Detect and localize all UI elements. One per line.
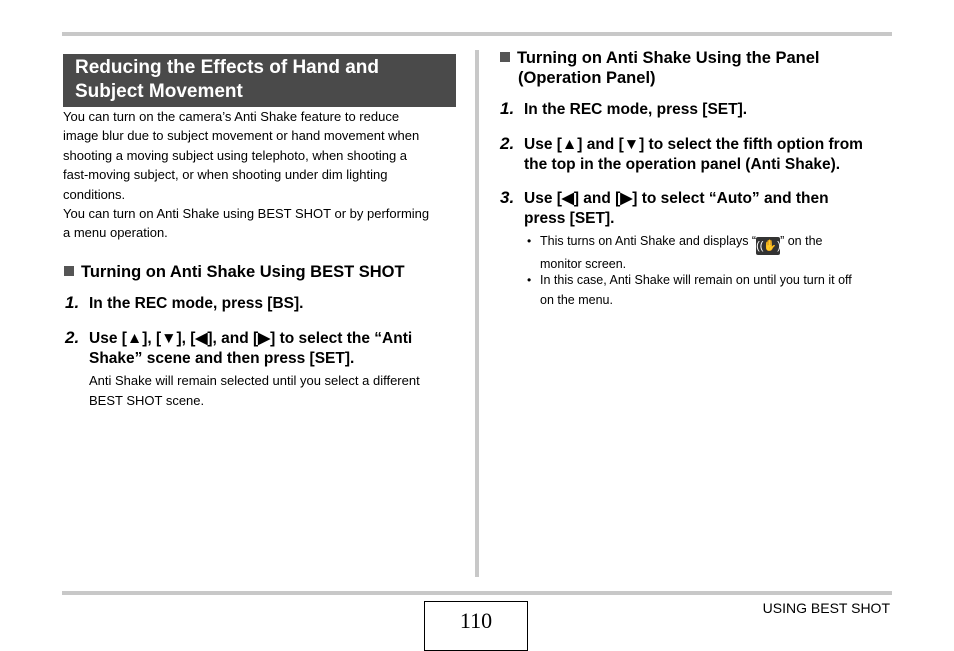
intro-line: conditions. (63, 186, 126, 202)
bullet-text: This turns on Anti Shake and displays “ (540, 234, 757, 248)
step-line: the top in the operation panel (Anti Shake). (524, 156, 841, 173)
bullet-text: In this case, Anti Shake will remain on until you turn it off (540, 273, 852, 287)
subheading-panel (500, 48, 890, 88)
step-line: Use [▲], [▼], [◀], and [▶] to select the “Anti (89, 330, 413, 347)
intro-paragraph (63, 107, 463, 243)
page-number: 110 (424, 601, 528, 651)
bullet-text: ” on the (780, 234, 823, 248)
step-text (89, 329, 469, 369)
step-line: press [SET]. (524, 210, 615, 227)
bullet-dot: • (527, 234, 532, 248)
step-number: 1. (500, 99, 515, 118)
step-line: Shake” scene and then press [SET]. (89, 350, 355, 367)
intro-line: fast-moving subject, or when shooting under dim lighting (63, 167, 388, 183)
step-number: 2. (500, 134, 515, 153)
bullet-text: monitor screen. (540, 257, 627, 271)
subheading-text: Turning on Anti Shake Using BEST SHOT (81, 263, 405, 281)
bullet-dot: • (527, 273, 532, 287)
top-rule (62, 32, 892, 36)
step-line: In the REC mode, press [BS]. (89, 295, 304, 312)
note-line: Anti Shake will remain selected until you select a different (89, 373, 420, 388)
step-text (524, 135, 894, 175)
bullet-text: on the menu. (540, 292, 613, 307)
bullet-item (540, 271, 890, 310)
intro-line: image blur due to subject movement or hand movement when (63, 128, 420, 144)
step-line: Use [◀] and [▶] to select “Auto” and then (524, 190, 829, 207)
note-line: BEST SHOT scene. (89, 392, 205, 408)
subheading-text: (Operation Panel) (518, 69, 656, 87)
footer-section-name: USING BEST SHOT (762, 600, 890, 616)
step-line: Use [▲] and [▼] to select the fifth option from (524, 136, 863, 153)
subheading-text: Turning on Anti Shake Using the Panel (517, 49, 820, 67)
subheading-best-shot (64, 262, 464, 282)
step-number: 1. (65, 293, 80, 312)
bullet-item (540, 232, 890, 275)
intro-line: You can turn on Anti Shake using BEST SHOT or by performing (63, 206, 430, 222)
intro-line: shooting a moving subject using telephoto, when shooting a (63, 147, 408, 163)
bottom-rule (62, 591, 892, 595)
step-number: 2. (65, 328, 80, 347)
square-bullet-icon (64, 266, 74, 276)
section-title: Reducing the Effects of Hand and Subject Movement (63, 54, 456, 107)
column-divider (475, 50, 479, 577)
step-number: 3. (500, 188, 515, 207)
anti-shake-icon: ((✋)) (756, 237, 780, 255)
intro-line: You can turn on the camera’s Anti Shake feature to reduce (63, 109, 400, 124)
step-note (89, 371, 469, 410)
step-line: In the REC mode, press [SET]. (524, 101, 748, 118)
step-text (524, 100, 894, 120)
step-text (89, 294, 469, 314)
square-bullet-icon (500, 52, 510, 62)
intro-line: a menu operation. (63, 225, 168, 241)
step-text (524, 189, 894, 229)
